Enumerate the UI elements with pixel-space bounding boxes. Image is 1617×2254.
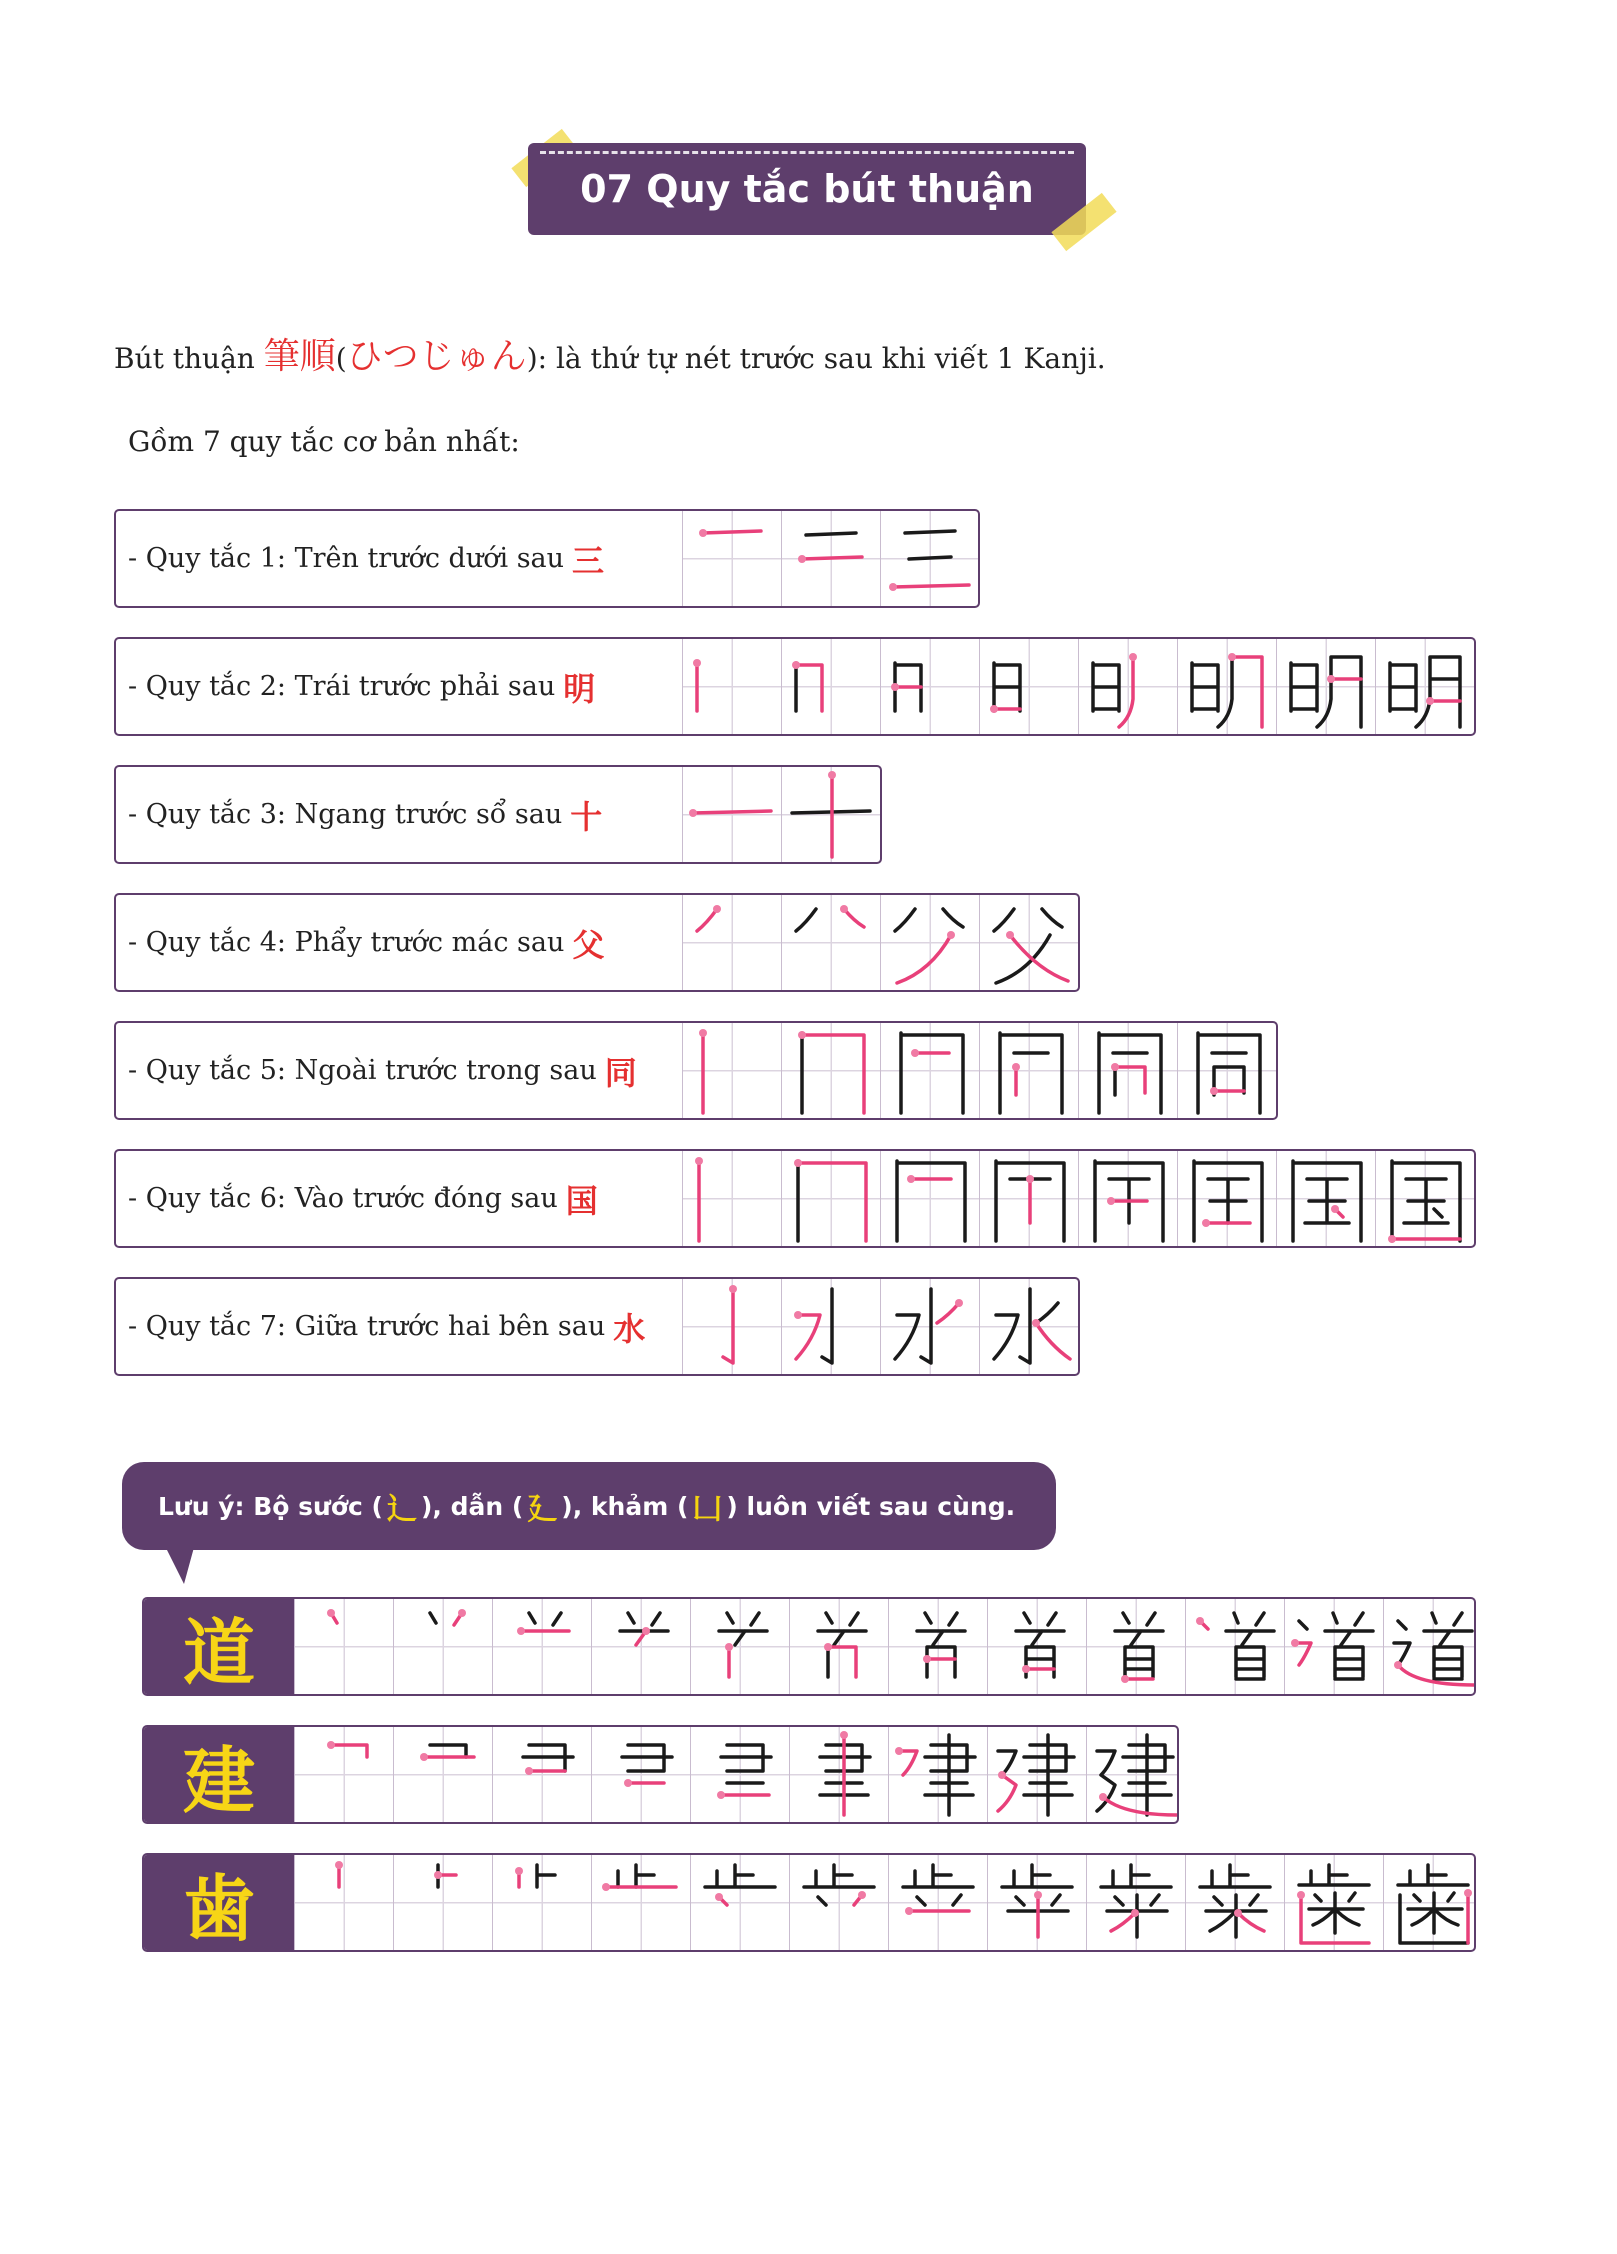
rule-label [116, 767, 682, 862]
example-row-2 [142, 1725, 1179, 1824]
intro-prefix: Bút thuận [114, 342, 264, 375]
note-text: ), khảm ( [561, 1491, 689, 1521]
rule-label [116, 1279, 682, 1374]
stroke-step [591, 1855, 690, 1950]
stroke-step [294, 1727, 393, 1822]
stroke-step [1284, 1599, 1383, 1694]
stroke-step [1177, 1023, 1276, 1118]
rule-row-4 [114, 893, 1080, 992]
stroke-step [682, 895, 781, 990]
stroke-step [1375, 639, 1474, 734]
stroke-step [1078, 1023, 1177, 1118]
stroke-step [880, 1023, 979, 1118]
stroke-step [781, 1279, 880, 1374]
example-kanji: 歯 [144, 1855, 294, 1950]
rule-row-2 [114, 637, 1476, 736]
stroke-step [1284, 1855, 1383, 1950]
stroke-step [690, 1727, 789, 1822]
rule-row-7 [114, 1277, 1080, 1376]
rule-row-5 [114, 1021, 1278, 1120]
stroke-step [1078, 639, 1177, 734]
intro-kana: ひつじゅん [346, 336, 527, 377]
note-radical: 凵 [692, 1492, 723, 1527]
intro-kanji: 筆順 [263, 336, 336, 377]
stroke-step [979, 895, 1078, 990]
stroke-step [682, 1023, 781, 1118]
stroke-step [789, 1855, 888, 1950]
stroke-step [393, 1855, 492, 1950]
stroke-step [1177, 639, 1276, 734]
stroke-step [1375, 1151, 1474, 1246]
stroke-step [880, 639, 979, 734]
stroke-step [781, 511, 880, 606]
note-bubble [122, 1462, 1056, 1550]
stroke-step [682, 1151, 781, 1246]
stroke-step [1383, 1855, 1476, 1950]
rule-kanji: 三 [572, 541, 605, 580]
rule-label [116, 511, 682, 606]
stroke-step [1177, 1151, 1276, 1246]
stroke-step [492, 1855, 591, 1950]
rule-text: - Quy tắc 6: Vào trước đóng sau [128, 1183, 558, 1214]
stroke-step [1086, 1727, 1179, 1822]
stroke-step [880, 895, 979, 990]
rule-text: - Quy tắc 4: Phẩy trước mác sau [128, 927, 565, 958]
stroke-step [781, 767, 880, 862]
example-kanji: 建 [144, 1727, 294, 1822]
stroke-step [987, 1855, 1086, 1950]
rule-text: - Quy tắc 3: Ngang trước sổ sau [128, 799, 563, 830]
stroke-step [979, 1151, 1078, 1246]
stroke-step [682, 511, 781, 606]
stroke-step [789, 1727, 888, 1822]
rule-text: - Quy tắc 7: Giữa trước hai bên sau [128, 1311, 606, 1342]
rule-label [116, 1023, 682, 1118]
rule-kanji: 十 [570, 797, 603, 836]
rule-label [116, 1151, 682, 1246]
stroke-step [979, 1023, 1078, 1118]
stroke-step [987, 1727, 1086, 1822]
rule-text: - Quy tắc 1: Trên trước dưới sau [128, 543, 565, 574]
stroke-step [781, 1151, 880, 1246]
example-row-1 [142, 1597, 1476, 1696]
rule-label [116, 639, 682, 734]
stroke-step [789, 1599, 888, 1694]
stroke-step [987, 1599, 1086, 1694]
intro-paren: ( [335, 342, 347, 375]
stroke-step [492, 1599, 591, 1694]
page-title [528, 143, 1086, 235]
rule-kanji: 同 [604, 1053, 637, 1092]
example-kanji: 道 [144, 1599, 294, 1694]
stroke-step [781, 639, 880, 734]
stroke-step [888, 1855, 987, 1950]
stroke-step [888, 1599, 987, 1694]
stroke-step [888, 1727, 987, 1822]
stroke-step [1086, 1855, 1185, 1950]
intro-suffix: ): là thứ tự nét trước sau khi viết 1 Kanji. [526, 342, 1106, 375]
rule-text: - Quy tắc 5: Ngoài trước trong sau [128, 1055, 597, 1086]
stroke-step [1185, 1599, 1284, 1694]
stroke-step [294, 1599, 393, 1694]
stroke-step [1383, 1599, 1476, 1694]
note-radical: 廴 [527, 1492, 558, 1527]
stroke-step [880, 1151, 979, 1246]
rule-row-1 [114, 509, 980, 608]
note-text: Lưu ý: Bộ sước ( [158, 1491, 383, 1521]
stroke-step [781, 1023, 880, 1118]
page-title-text: 07 Quy tắc bút thuận [580, 167, 1034, 211]
stroke-step [294, 1855, 393, 1950]
rule-row-3 [114, 765, 882, 864]
stroke-step [1086, 1599, 1185, 1694]
rule-kanji: 明 [563, 669, 596, 708]
rule-text: - Quy tắc 2: Trái trước phải sau [128, 671, 556, 702]
note-text: ) luôn viết sau cùng. [726, 1491, 1016, 1521]
rule-label [116, 895, 682, 990]
stroke-step [1185, 1855, 1284, 1950]
rule-kanji: 水 [613, 1309, 646, 1348]
rule-kanji: 父 [572, 925, 605, 964]
stroke-step [682, 639, 781, 734]
stroke-step [591, 1727, 690, 1822]
stroke-step [690, 1855, 789, 1950]
subtitle: Gồm 7 quy tắc cơ bản nhất: [128, 425, 520, 458]
stroke-step [1276, 1151, 1375, 1246]
stroke-step [393, 1727, 492, 1822]
stroke-step [1276, 639, 1375, 734]
stroke-step [979, 1279, 1078, 1374]
note-text: ), dẫn ( [420, 1491, 524, 1521]
stroke-step [880, 1279, 979, 1374]
stroke-step [492, 1727, 591, 1822]
stroke-step [682, 1279, 781, 1374]
rule-kanji: 国 [565, 1181, 598, 1220]
stroke-step [393, 1599, 492, 1694]
example-row-3 [142, 1853, 1476, 1952]
note-radical: 辶 [386, 1492, 417, 1527]
rule-row-6 [114, 1149, 1476, 1248]
stroke-step [682, 767, 781, 862]
stroke-step [1078, 1151, 1177, 1246]
intro-line [114, 328, 1106, 379]
stroke-step [591, 1599, 690, 1694]
stroke-step [690, 1599, 789, 1694]
stroke-step [979, 639, 1078, 734]
stroke-step [781, 895, 880, 990]
stroke-step [880, 511, 979, 606]
